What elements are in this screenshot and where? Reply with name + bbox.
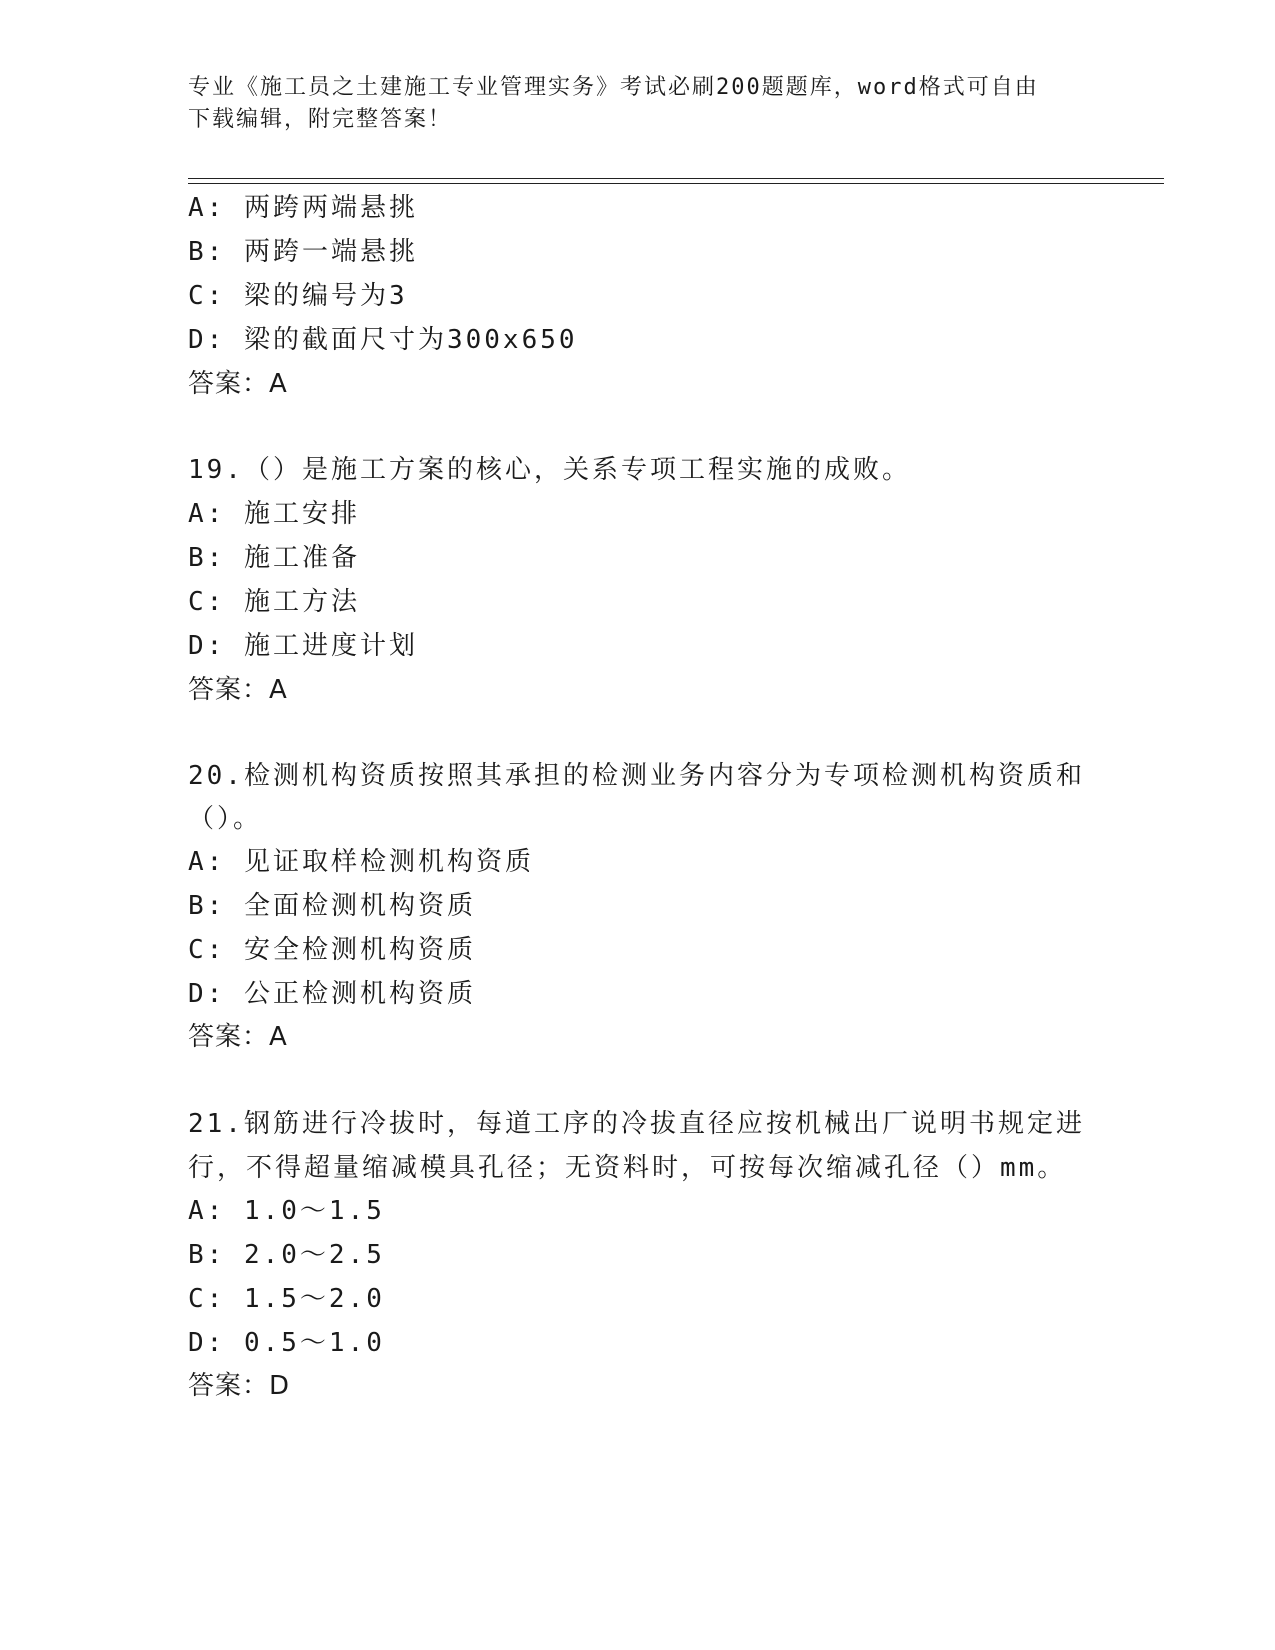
q21-option-a: A: 1.0～1.5	[188, 1196, 385, 1226]
q20-option-c: C: 安全检测机构资质	[188, 935, 476, 965]
q19-option-c: C: 施工方法	[188, 587, 360, 617]
q20-option-a: A: 见证取样检测机构资质	[188, 847, 534, 877]
q18-option-d: D: 梁的截面尺寸为300x650	[188, 325, 578, 355]
q18-answer: 答案：A	[188, 369, 288, 399]
q19-option-b: B: 施工准备	[188, 543, 360, 573]
q19-answer: 答案：A	[188, 675, 288, 705]
header-divider-bottom	[188, 183, 1164, 184]
q20-option-b: B: 全面检测机构资质	[188, 891, 476, 921]
header-line-1: 专业《施工员之土建施工专业管理实务》考试必刷200题题库，word格式可自由	[188, 75, 1039, 100]
q21-stem-line-1: 21.钢筋进行冷拔时，每道工序的冷拔直径应按机械出厂说明书规定进	[188, 1109, 1085, 1139]
q20-option-d: D: 公正检测机构资质	[188, 979, 476, 1009]
header-divider-top	[188, 178, 1164, 179]
header-line-2: 下载编辑，附完整答案！	[188, 107, 453, 132]
q19-option-a: A: 施工安排	[188, 499, 360, 529]
q20-stem-line-2: （）。	[188, 804, 263, 834]
q20-answer: 答案：A	[188, 1022, 288, 1052]
q21-stem-line-2: 行，不得超量缩减模具孔径；无资料时，可按每次缩减孔径（）mm。	[188, 1153, 1067, 1183]
q19-stem: 19.（）是施工方案的核心，关系专项工程实施的成败。	[188, 455, 911, 485]
q18-option-c: C: 梁的编号为3	[188, 281, 408, 311]
q20-stem-line-1: 20.检测机构资质按照其承担的检测业务内容分为专项检测机构资质和	[188, 761, 1085, 791]
q21-option-b: B: 2.0～2.5	[188, 1240, 385, 1270]
q19-option-d: D: 施工进度计划	[188, 631, 418, 661]
q18-option-b: B: 两跨一端悬挑	[188, 237, 418, 267]
document-header	[188, 72, 1088, 136]
q21-option-d: D: 0.5～1.0	[188, 1328, 385, 1358]
q21-answer: 答案：D	[188, 1371, 291, 1401]
q21-option-c: C: 1.5～2.0	[188, 1284, 385, 1314]
q18-option-a: A: 两跨两端悬挑	[188, 193, 418, 223]
